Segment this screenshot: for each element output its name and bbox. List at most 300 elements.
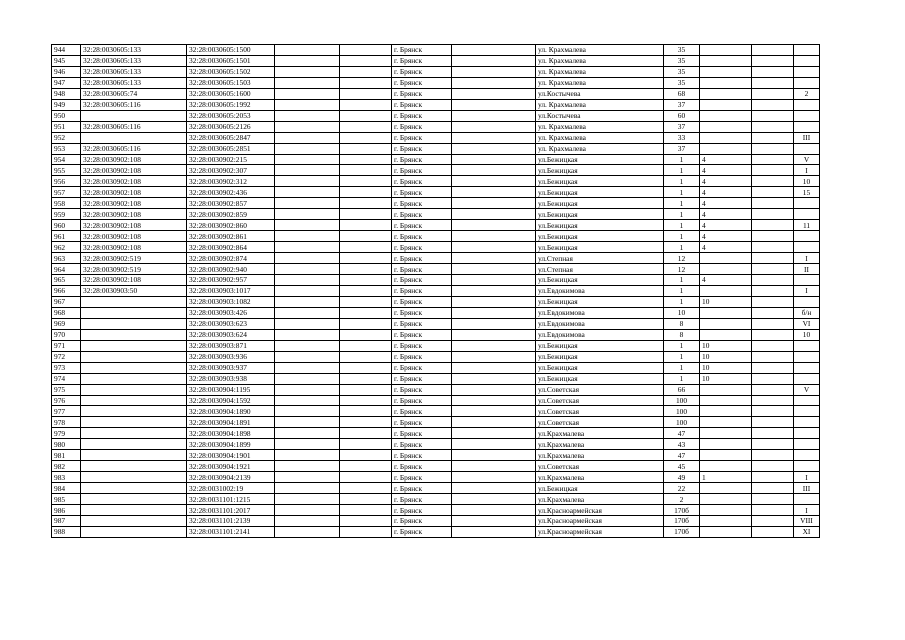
row-number-cell: 988 (52, 526, 81, 537)
row-number-cell: 974 (52, 373, 81, 384)
cadastral-number-cell: 32:28:0030902:957 (187, 275, 275, 286)
house-number-cell: 45 (664, 461, 700, 472)
apartment-cell: б/н (794, 307, 820, 318)
row-number-cell: 947 (52, 77, 81, 88)
street-cell: ул.Бежицкая (536, 483, 664, 494)
blank-cell-d (752, 285, 794, 296)
house-number-cell: 49 (664, 472, 700, 483)
blank-cell-d (752, 220, 794, 231)
street-cell: ул.Бежицкая (536, 198, 664, 209)
cadastral-number-cell: 32:28:0030904:1195 (187, 384, 275, 395)
table-row (52, 143, 820, 154)
city-cell: г. Брянск (392, 187, 452, 198)
blank-cell-c (452, 494, 536, 505)
city-cell: г. Брянск (392, 45, 452, 56)
house-number-cell: 1 (664, 296, 700, 307)
apartment-cell (794, 110, 820, 121)
row-number-cell: 959 (52, 209, 81, 220)
city-cell: г. Брянск (392, 351, 452, 362)
table-row (52, 450, 820, 461)
parent-cadastral-number-cell (81, 461, 187, 472)
street-cell: ул. Крахмалева (536, 77, 664, 88)
blank-cell-b (340, 66, 392, 77)
blank-cell-c (452, 340, 536, 351)
blank-cell-c (452, 362, 536, 373)
city-cell: г. Брянск (392, 428, 452, 439)
row-number-cell: 985 (52, 494, 81, 505)
blank-cell-c (452, 88, 536, 99)
apartment-cell (794, 296, 820, 307)
building-number-cell: 10 (700, 373, 752, 384)
blank-cell-c (452, 296, 536, 307)
house-number-cell: 1 (664, 340, 700, 351)
row-number-cell: 960 (52, 220, 81, 231)
apartment-cell: VI (794, 318, 820, 329)
blank-cell-c (452, 45, 536, 56)
blank-cell-c (452, 198, 536, 209)
row-number-cell: 955 (52, 165, 81, 176)
apartment-cell: 10 (794, 329, 820, 340)
apartment-cell (794, 143, 820, 154)
building-number-cell: 4 (700, 231, 752, 242)
blank-cell-c (452, 187, 536, 198)
blank-cell-a (275, 55, 340, 66)
table-row (52, 88, 820, 99)
blank-cell-b (340, 395, 392, 406)
blank-cell-a (275, 362, 340, 373)
blank-cell-b (340, 340, 392, 351)
blank-cell-b (340, 187, 392, 198)
blank-cell-b (340, 121, 392, 132)
blank-cell-b (340, 406, 392, 417)
street-cell: ул.Костычева (536, 110, 664, 121)
street-cell: ул.Бежицкая (536, 373, 664, 384)
blank-cell-b (340, 88, 392, 99)
city-cell: г. Брянск (392, 494, 452, 505)
apartment-cell (794, 99, 820, 110)
row-number-cell: 979 (52, 428, 81, 439)
city-cell: г. Брянск (392, 329, 452, 340)
city-cell: г. Брянск (392, 110, 452, 121)
street-cell: ул.Крахмалева (536, 450, 664, 461)
blank-cell-b (340, 472, 392, 483)
building-number-cell (700, 132, 752, 143)
street-cell: ул.Красноармейская (536, 526, 664, 537)
house-number-cell: 100 (664, 417, 700, 428)
building-number-cell: 10 (700, 340, 752, 351)
house-number-cell: 12 (664, 264, 700, 275)
blank-cell-b (340, 132, 392, 143)
cadastral-number-cell: 32:28:0030904:1899 (187, 439, 275, 450)
blank-cell-a (275, 472, 340, 483)
row-number-cell: 956 (52, 176, 81, 187)
apartment-cell: I (794, 505, 820, 516)
blank-cell-b (340, 77, 392, 88)
city-cell: г. Брянск (392, 450, 452, 461)
blank-cell-d (752, 121, 794, 132)
house-number-cell: 1 (664, 285, 700, 296)
house-number-cell: 8 (664, 318, 700, 329)
table-row (52, 439, 820, 450)
house-number-cell: 33 (664, 132, 700, 143)
house-number-cell: 1 (664, 209, 700, 220)
parent-cadastral-number-cell (81, 428, 187, 439)
blank-cell-c (452, 384, 536, 395)
blank-cell-a (275, 395, 340, 406)
building-number-cell (700, 264, 752, 275)
blank-cell-c (452, 285, 536, 296)
building-number-cell (700, 505, 752, 516)
parent-cadastral-number-cell (81, 417, 187, 428)
parent-cadastral-number-cell (81, 494, 187, 505)
row-number-cell: 980 (52, 439, 81, 450)
house-number-cell: 60 (664, 110, 700, 121)
blank-cell-a (275, 77, 340, 88)
blank-cell-b (340, 110, 392, 121)
city-cell: г. Брянск (392, 253, 452, 264)
street-cell: ул.Степная (536, 264, 664, 275)
street-cell: ул.Евдокимова (536, 329, 664, 340)
blank-cell-d (752, 296, 794, 307)
table-row (52, 362, 820, 373)
parent-cadastral-number-cell: 32:28:0030902:108 (81, 275, 187, 286)
house-number-cell: 1 (664, 187, 700, 198)
parent-cadastral-number-cell (81, 395, 187, 406)
blank-cell-b (340, 176, 392, 187)
city-cell: г. Брянск (392, 99, 452, 110)
parent-cadastral-number-cell: 32:28:0030605:133 (81, 45, 187, 56)
building-number-cell (700, 45, 752, 56)
house-number-cell: 10 (664, 307, 700, 318)
blank-cell-a (275, 45, 340, 56)
parent-cadastral-number-cell: 32:28:0030902:108 (81, 231, 187, 242)
blank-cell-d (752, 88, 794, 99)
parent-cadastral-number-cell (81, 351, 187, 362)
apartment-cell: I (794, 285, 820, 296)
blank-cell-b (340, 439, 392, 450)
blank-cell-b (340, 242, 392, 253)
blank-cell-c (452, 439, 536, 450)
blank-cell-c (452, 395, 536, 406)
apartment-cell (794, 417, 820, 428)
cadastral-registry-table (51, 44, 820, 538)
apartment-cell: III (794, 483, 820, 494)
street-cell: ул.Бежицкая (536, 242, 664, 253)
row-number-cell: 961 (52, 231, 81, 242)
cadastral-number-cell: 32:28:0030904:1891 (187, 417, 275, 428)
blank-cell-d (752, 264, 794, 275)
blank-cell-a (275, 242, 340, 253)
blank-cell-d (752, 307, 794, 318)
table-row (52, 406, 820, 417)
table-row (52, 373, 820, 384)
cadastral-number-cell: 32:28:0030605:1992 (187, 99, 275, 110)
blank-cell-d (752, 526, 794, 537)
building-number-cell: 4 (700, 220, 752, 231)
blank-cell-b (340, 165, 392, 176)
city-cell: г. Брянск (392, 461, 452, 472)
house-number-cell: 100 (664, 395, 700, 406)
blank-cell-d (752, 99, 794, 110)
parent-cadastral-number-cell: 32:28:0030902:108 (81, 165, 187, 176)
house-number-cell: 35 (664, 77, 700, 88)
blank-cell-a (275, 143, 340, 154)
building-number-cell (700, 88, 752, 99)
apartment-cell: V (794, 384, 820, 395)
blank-cell-b (340, 209, 392, 220)
cadastral-number-cell: 32:28:0030903:871 (187, 340, 275, 351)
blank-cell-c (452, 132, 536, 143)
row-number-cell: 977 (52, 406, 81, 417)
city-cell: г. Брянск (392, 395, 452, 406)
row-number-cell: 972 (52, 351, 81, 362)
building-number-cell (700, 121, 752, 132)
apartment-cell (794, 406, 820, 417)
blank-cell-a (275, 318, 340, 329)
street-cell: ул.Евдокимова (536, 285, 664, 296)
house-number-cell: 43 (664, 439, 700, 450)
street-cell: ул.Советская (536, 417, 664, 428)
blank-cell-b (340, 285, 392, 296)
city-cell: г. Брянск (392, 307, 452, 318)
row-number-cell: 957 (52, 187, 81, 198)
table-row (52, 318, 820, 329)
blank-cell-a (275, 99, 340, 110)
blank-cell-b (340, 494, 392, 505)
house-number-cell: 47 (664, 450, 700, 461)
blank-cell-b (340, 362, 392, 373)
blank-cell-b (340, 373, 392, 384)
parent-cadastral-number-cell: 32:28:0030902:519 (81, 253, 187, 264)
blank-cell-b (340, 143, 392, 154)
blank-cell-d (752, 187, 794, 198)
row-number-cell: 944 (52, 45, 81, 56)
blank-cell-d (752, 318, 794, 329)
blank-cell-a (275, 526, 340, 537)
house-number-cell: 1 (664, 176, 700, 187)
parent-cadastral-number-cell: 32:28:0030902:108 (81, 220, 187, 231)
house-number-cell: 170б (664, 505, 700, 516)
house-number-cell: 1 (664, 242, 700, 253)
blank-cell-a (275, 384, 340, 395)
row-number-cell: 949 (52, 99, 81, 110)
blank-cell-d (752, 242, 794, 253)
parent-cadastral-number-cell (81, 340, 187, 351)
blank-cell-d (752, 165, 794, 176)
blank-cell-a (275, 198, 340, 209)
table-row (52, 417, 820, 428)
blank-cell-d (752, 395, 794, 406)
row-number-cell: 964 (52, 264, 81, 275)
blank-cell-c (452, 461, 536, 472)
row-number-cell: 958 (52, 198, 81, 209)
blank-cell-d (752, 176, 794, 187)
city-cell: г. Брянск (392, 209, 452, 220)
city-cell: г. Брянск (392, 198, 452, 209)
city-cell: г. Брянск (392, 77, 452, 88)
blank-cell-c (452, 351, 536, 362)
cadastral-number-cell: 32:28:0030902:857 (187, 198, 275, 209)
house-number-cell: 1 (664, 362, 700, 373)
apartment-cell (794, 198, 820, 209)
table-row (52, 121, 820, 132)
table-row (52, 264, 820, 275)
blank-cell-a (275, 307, 340, 318)
city-cell: г. Брянск (392, 154, 452, 165)
table-row (52, 66, 820, 77)
house-number-cell: 100 (664, 406, 700, 417)
blank-cell-c (452, 253, 536, 264)
row-number-cell: 968 (52, 307, 81, 318)
blank-cell-c (452, 417, 536, 428)
parent-cadastral-number-cell (81, 505, 187, 516)
street-cell: ул.Бежицкая (536, 362, 664, 373)
street-cell: ул.Степная (536, 253, 664, 264)
building-number-cell (700, 515, 752, 526)
blank-cell-b (340, 264, 392, 275)
blank-cell-c (452, 121, 536, 132)
cadastral-number-cell: 32:28:0030605:1600 (187, 88, 275, 99)
apartment-cell: 2 (794, 88, 820, 99)
street-cell: ул.Бежицкая (536, 275, 664, 286)
house-number-cell: 12 (664, 253, 700, 264)
apartment-cell (794, 395, 820, 406)
city-cell: г. Брянск (392, 515, 452, 526)
table-row (52, 253, 820, 264)
parent-cadastral-number-cell: 32:28:0030605:133 (81, 66, 187, 77)
row-number-cell: 946 (52, 66, 81, 77)
blank-cell-a (275, 264, 340, 275)
building-number-cell (700, 307, 752, 318)
street-cell: ул.Советская (536, 384, 664, 395)
apartment-cell (794, 242, 820, 253)
cadastral-number-cell: 32:28:0030904:1592 (187, 395, 275, 406)
apartment-cell (794, 428, 820, 439)
blank-cell-d (752, 110, 794, 121)
parent-cadastral-number-cell (81, 515, 187, 526)
parent-cadastral-number-cell: 32:28:0030902:108 (81, 176, 187, 187)
parent-cadastral-number-cell: 32:28:0030605:74 (81, 88, 187, 99)
cadastral-number-cell: 32:28:0030605:1503 (187, 77, 275, 88)
building-number-cell: 4 (700, 198, 752, 209)
building-number-cell (700, 483, 752, 494)
building-number-cell: 4 (700, 176, 752, 187)
blank-cell-c (452, 483, 536, 494)
blank-cell-a (275, 275, 340, 286)
blank-cell-b (340, 253, 392, 264)
city-cell: г. Брянск (392, 264, 452, 275)
blank-cell-b (340, 318, 392, 329)
street-cell: ул.Советская (536, 461, 664, 472)
apartment-cell (794, 45, 820, 56)
street-cell: ул.Бежицкая (536, 296, 664, 307)
row-number-cell: 952 (52, 132, 81, 143)
table-row (52, 526, 820, 537)
row-number-cell: 970 (52, 329, 81, 340)
table-row (52, 515, 820, 526)
city-cell: г. Брянск (392, 362, 452, 373)
blank-cell-d (752, 231, 794, 242)
city-cell: г. Брянск (392, 472, 452, 483)
parent-cadastral-number-cell (81, 483, 187, 494)
blank-cell-d (752, 77, 794, 88)
blank-cell-c (452, 515, 536, 526)
table-row (52, 77, 820, 88)
house-number-cell: 37 (664, 143, 700, 154)
street-cell: ул.Советская (536, 406, 664, 417)
building-number-cell (700, 329, 752, 340)
table-row (52, 110, 820, 121)
cadastral-number-cell: 32:28:0030902:436 (187, 187, 275, 198)
blank-cell-a (275, 187, 340, 198)
row-number-cell: 969 (52, 318, 81, 329)
blank-cell-a (275, 483, 340, 494)
city-cell: г. Брянск (392, 55, 452, 66)
blank-cell-b (340, 483, 392, 494)
street-cell: ул. Крахмалева (536, 99, 664, 110)
parent-cadastral-number-cell (81, 439, 187, 450)
blank-cell-c (452, 428, 536, 439)
blank-cell-a (275, 340, 340, 351)
parent-cadastral-number-cell: 32:28:0030902:108 (81, 198, 187, 209)
parent-cadastral-number-cell (81, 132, 187, 143)
city-cell: г. Брянск (392, 176, 452, 187)
street-cell: ул. Крахмалева (536, 66, 664, 77)
building-number-cell (700, 110, 752, 121)
apartment-cell (794, 340, 820, 351)
house-number-cell: 1 (664, 275, 700, 286)
street-cell: ул.Красноармейская (536, 505, 664, 516)
city-cell: г. Брянск (392, 66, 452, 77)
building-number-cell (700, 494, 752, 505)
city-cell: г. Брянск (392, 505, 452, 516)
parent-cadastral-number-cell (81, 318, 187, 329)
apartment-cell (794, 461, 820, 472)
table-row (52, 45, 820, 56)
apartment-cell (794, 450, 820, 461)
row-number-cell: 953 (52, 143, 81, 154)
cadastral-number-cell: 32:28:0030903:937 (187, 362, 275, 373)
parent-cadastral-number-cell (81, 296, 187, 307)
house-number-cell: 68 (664, 88, 700, 99)
street-cell: ул.Бежицкая (536, 351, 664, 362)
apartment-cell (794, 55, 820, 66)
table-row (52, 99, 820, 110)
blank-cell-a (275, 209, 340, 220)
table-row (52, 351, 820, 362)
blank-cell-a (275, 253, 340, 264)
apartment-cell: III (794, 132, 820, 143)
blank-cell-d (752, 417, 794, 428)
cadastral-number-cell: 32:28:0030605:2053 (187, 110, 275, 121)
blank-cell-a (275, 373, 340, 384)
blank-cell-a (275, 132, 340, 143)
cadastral-number-cell: 32:28:0030902:307 (187, 165, 275, 176)
parent-cadastral-number-cell (81, 373, 187, 384)
building-number-cell (700, 428, 752, 439)
table-row (52, 242, 820, 253)
parent-cadastral-number-cell: 32:28:0030605:133 (81, 55, 187, 66)
table-row (52, 483, 820, 494)
table-row (52, 165, 820, 176)
row-number-cell: 971 (52, 340, 81, 351)
cadastral-number-cell: 32:28:0030904:1921 (187, 461, 275, 472)
city-cell: г. Брянск (392, 384, 452, 395)
building-number-cell (700, 395, 752, 406)
blank-cell-c (452, 220, 536, 231)
row-number-cell: 965 (52, 275, 81, 286)
house-number-cell: 35 (664, 45, 700, 56)
